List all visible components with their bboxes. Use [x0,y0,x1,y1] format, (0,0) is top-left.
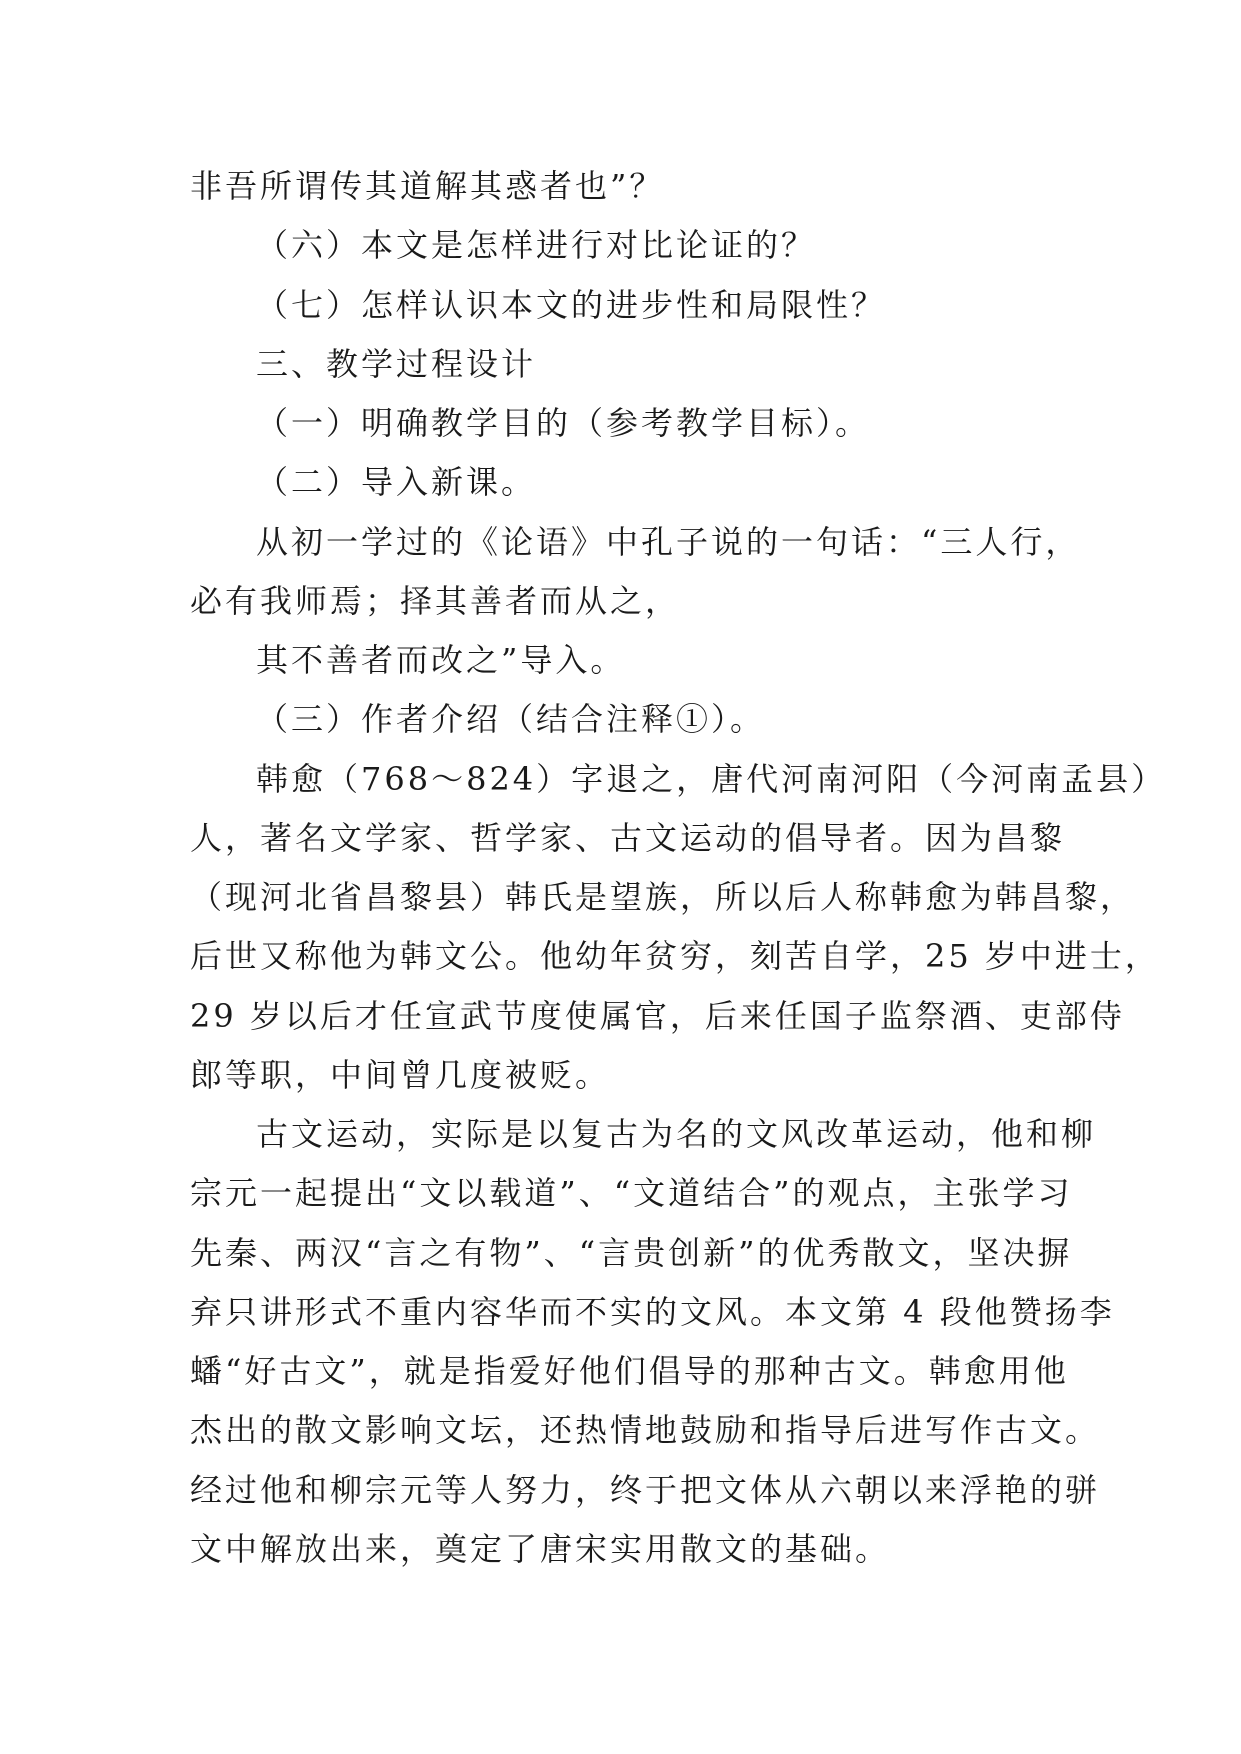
text-line-15: 29 岁以后才任宣武节度使属官，后来任国子监祭酒、吏部侍 [190,997,1125,1035]
text-line-12: 人，著名文学家、哲学家、古文运动的倡导者。因为昌黎 [190,819,1066,857]
text-line-22: 杰出的散文影响文坛，还热情地鼓励和指导后进写作古文。 [190,1411,1101,1449]
question-7: （七）怎样认识本文的进步性和局限性？ [256,286,887,324]
subheading-2: （二）导入新课。 [256,463,537,501]
text-line-23: 经过他和柳宗元等人努力，终于把文体从六朝以来浮艳的骈 [190,1471,1101,1509]
text-line-9: 其不善者而改之”导入。 [256,641,626,679]
text-line-17: 古文运动，实际是以复古为名的文风改革运动，他和柳 [256,1115,1097,1153]
text-line-20: 弃只讲形式不重内容华而不实的文风。本文第 4 段他赞扬李 [190,1293,1115,1331]
subheading-1: （一）明确教学目的（参考教学目标）。 [256,404,871,442]
text-line-19: 先秦、两汉“言之有物”、“言贵创新”的优秀散文，坚决摒 [190,1234,1073,1272]
subheading-3: （三）作者介绍（结合注释①）。 [256,700,766,738]
text-line-1: 非吾所谓传其道解其惑者也”？ [190,167,665,205]
section-heading-3: 三、教学过程设计 [256,345,537,383]
text-line-21: 蟠“好古文”，就是指爱好他们倡导的那种古文。韩愈用他 [190,1352,1069,1390]
text-line-7: 从初一学过的《论语》中孔子说的一句话：“三人行， [256,523,1081,561]
text-line-8: 必有我师焉；择其善者而从之， [190,582,681,620]
text-line-18: 宗元一起提出“文以载道”、“文道结合”的观点，主张学习 [190,1174,1073,1212]
text-line-11: 韩愈（768～824）字退之，唐代河南河阳（今河南孟县） [256,760,1167,798]
text-line-24: 文中解放出来，奠定了唐宋实用散文的基础。 [190,1530,891,1568]
text-line-16: 郎等职，中间曾几度被贬。 [190,1056,611,1094]
text-line-13: （现河北省昌黎县）韩氏是望族，所以后人称韩愈为韩昌黎， [190,878,1136,916]
text-line-14: 后世又称他为韩文公。他幼年贫穷，刻苦自学，25 岁中进士， [190,937,1160,975]
question-6: （六）本文是怎样进行对比论证的？ [256,226,817,264]
